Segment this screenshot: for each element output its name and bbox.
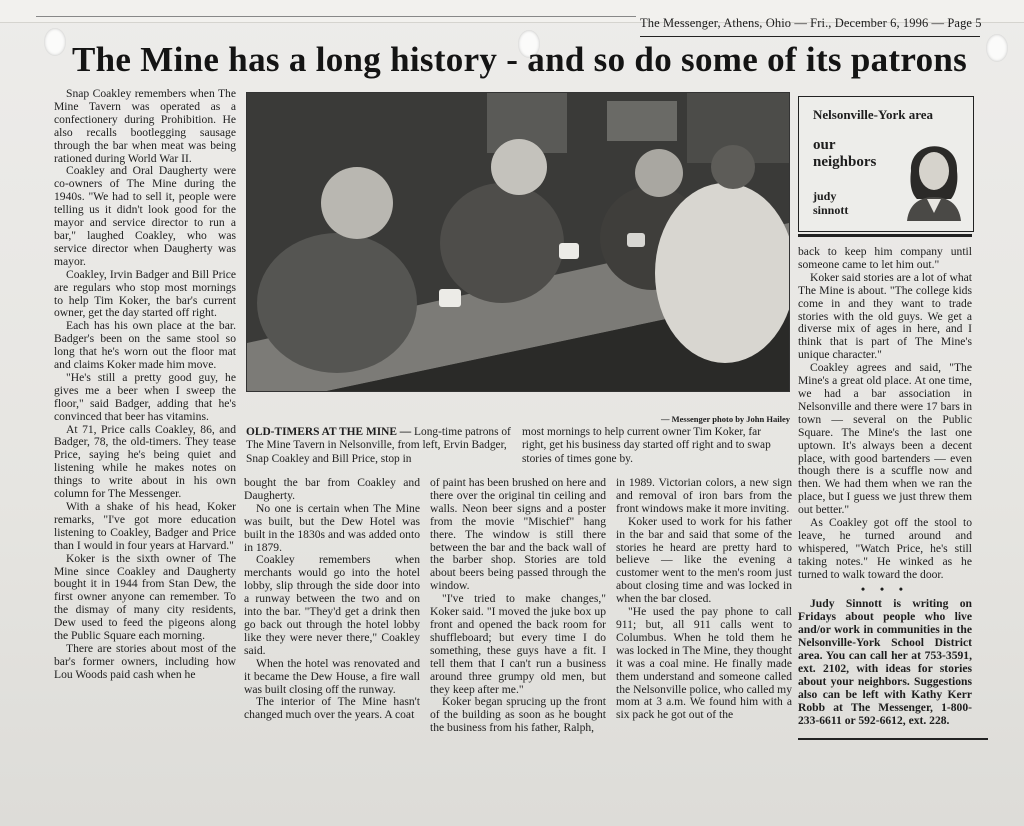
- author-first-name: judy: [813, 189, 837, 203]
- article-column-4: [616, 477, 792, 745]
- paragraph: Koker began sprucing up the front of the building as soon as he bought the business from his father, Ralph,: [430, 695, 606, 735]
- page-folio: The Messenger, Athens, Ohio — Fri., December 6, 1996 — Page 5: [640, 16, 980, 37]
- column-title: [813, 137, 876, 171]
- paragraph: No one is certain when The Mine was built, but the Dew Hotel was built in the 1830s and was added onto in 1879.: [244, 501, 420, 554]
- paragraph: Coakley agrees and said, "The Mine's a great old place. At one time, we had a bar association in Nelsonville and there were 17 bars in town — several on the Public Square. The Mine's the last one uptown. It's always been a decent place, with good bartenders — even though there is a scuffle now and then. We had them when we ran the place, but I guess we just threw them out better.": [798, 361, 972, 517]
- paragraph: Coakley and Oral Daugherty were co-owners of The Mine during the 1940s. "We had to sell it, people were telling us it didn't look good for the mayor and service director to run a bar," laughed Coakley, who was service director when Daugherty was mayor.: [54, 164, 236, 268]
- paragraph: Coakley, Irvin Badger and Bill Price are regulars who stop most mornings to help Tim Koker, the bar's current owner, get the day started off right.: [54, 267, 236, 320]
- article-column-3: [430, 477, 606, 745]
- photo-caption: [246, 426, 788, 474]
- paragraph: The interior of The Mine hasn't changed much over the years. A coat: [244, 695, 420, 722]
- paragraph: Snap Coakley remembers when The Mine Tavern was operated as a confectionery during Prohibition. He also recalls bootlegging sausage through the bar when meat was being rationed during World War II.: [54, 88, 236, 165]
- paragraph: Koker used to work for his father in the bar and said that some of the stories he heard are pretty hard to believe — like the evening a customer went to the men's room just about closing time and was locked in when the bar closed.: [616, 514, 792, 606]
- column-title-line-1: our: [813, 137, 836, 153]
- caption-text-left: Long-time patrons of The Mine Tavern in Nelsonville, from left, Ervin Badger, Snap Coakley and Bill Price, stop in: [246, 426, 511, 465]
- punch-hole-left: [44, 28, 66, 56]
- sidebar-rule: [798, 234, 972, 237]
- paragraph: Koker is the sixth owner of The Mine since Coakley and Daugherty bought it in 1944 from Stan Dew, the first owner anyone can remember. To the dismay of many city residents, Dew used to feed the pigeons along the Public Square each morning.: [54, 551, 236, 643]
- paragraph: "He's still a pretty good guy, he gives me a beer when I sweep the floor," said Badger, adding that he's convinced that beer has vitamins.: [54, 370, 236, 423]
- end-rule: [798, 738, 988, 740]
- paragraph: Each has his own place at the bar. Badger's been on the same stool so long that he's worn out the floor mat and claims Koker made him move.: [54, 319, 236, 372]
- bar-photo: [246, 92, 790, 392]
- bar-photo-illustration: [247, 93, 789, 391]
- paragraph: Koker said stories are a lot of what The Mine is about. "The college kids come in and they want to trade stories with the old guys. We get a diverse mix of ages in here, and I think that is part of The Mine's unique character.": [798, 270, 972, 362]
- area-label: Nelsonville-York area: [813, 107, 933, 122]
- paragraph: At 71, Price calls Coakley, 86, and Badger, 78, the old-timers. They tease Price, saying he's being quiet and listening while he makes notes on things to write about in his own column for The Messenger.: [54, 422, 236, 501]
- top-rule: [36, 16, 636, 17]
- paragraph: "He used the pay phone to call 911; but, all 911 calls went to Columbus. When he told them he was locked in The Mine, they thought it was a coal mine. He finally made them understand and someone called the Nelsonville police, who called my mom at 3 a.m. We found him with a six pack he got out of the: [616, 605, 792, 722]
- punch-hole-right: [986, 34, 1008, 62]
- section-separator: • • •: [861, 582, 909, 596]
- paragraph: Coakley remembers when merchants would go into the hotel lobby, slip through the side door into a runway between the two and on into the bar. "They'd get a drink then go back out through the hotel lobby like they were never there," Coakley said.: [244, 553, 420, 657]
- paragraph: As Coakley got off the stool to leave, he turned around and whispered, "Watch Price, he's still taking notes." He winked as he turned to walk toward the door.: [798, 516, 972, 581]
- caption-lead: OLD-TIMERS AT THE MINE —: [246, 426, 412, 438]
- caption-right: most mornings to help current owner Tim Koker, far right, get his business day started off right and to swap stories of times gone by.: [522, 426, 771, 465]
- author-last-name: sinnott: [813, 203, 849, 217]
- paragraph: With a shake of his head, Koker remarks, "I've got more education listening to Coakley, Badger and Price than I would in four years at Harvard.": [54, 500, 236, 552]
- author-note: Judy Sinnott is writing on Fridays about people who live and/or work in communities in the Nelsonville-York School District area. You can call her at 753-3591, ext. 2102, with ideas for stories about your neighbors. Suggestions also can be left with Kathy Kerr Robb at The Messenger, 1-800-233-6611 or 592-6612, ext. 228.: [798, 597, 972, 727]
- paragraph: of paint has been brushed on here and there over the original tin ceiling and walls. Neon beer signs and a poster from the movie "Mischief" hang there. The window is still there between the bar and the back wall of the barber shop. Stories are told about beers being passed through the window.: [430, 477, 606, 593]
- caption-left: [246, 426, 514, 466]
- paragraph: in 1989. Victorian colors, a new sign and removal of iron bars from the front windows make it more inviting.: [616, 477, 792, 515]
- paragraph: There are stories about most of the bar's former owners, including how Lou Woods paid cash when he: [54, 641, 236, 681]
- paragraph: bought the bar from Coakley and Daugherty.: [244, 477, 420, 502]
- headline: The Mine has a long history - and so do some of its patrons: [72, 40, 968, 79]
- article-column-1: [54, 88, 236, 748]
- article-column-5: [798, 246, 972, 738]
- author-portrait: [903, 127, 965, 221]
- photo-credit: — Messenger photo by John Hailey: [660, 414, 790, 424]
- column-title-line-2: neighbors: [813, 154, 877, 170]
- paragraph: "I've tried to make changes," Koker said. "I moved the juke box up front and opened the back room for shuffleboard; but every time I do something, these guys have a fit. I tell them that I can't run a business around three grumpy old men, but they keep after me.": [430, 592, 606, 696]
- paragraph: back to keep him company until someone came to let him out.": [798, 246, 972, 271]
- article-column-2: [244, 477, 420, 745]
- paragraph: When the hotel was renovated and it became the Dew House, a fire wall was built closing off the runway.: [244, 656, 420, 696]
- column-standing-head: [798, 96, 974, 232]
- author-name: [813, 189, 848, 217]
